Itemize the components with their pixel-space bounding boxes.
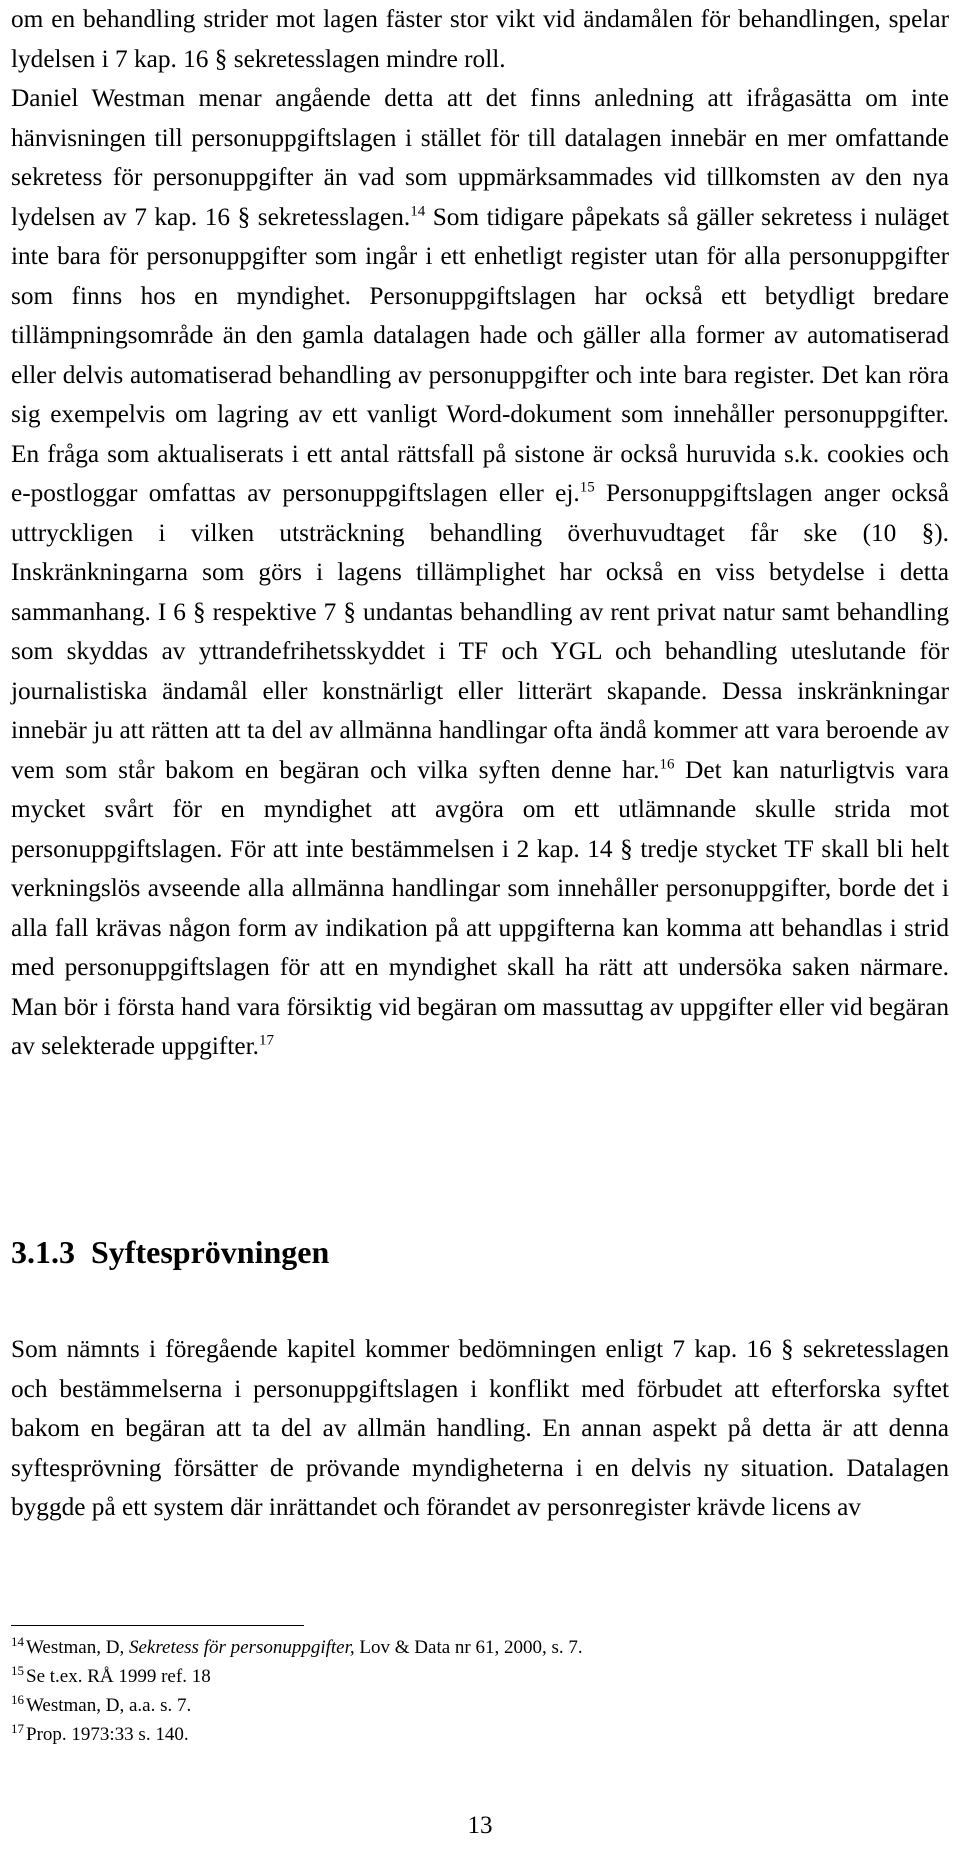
paragraph-text: Det kan naturligtvis vara mycket svårt för en myndighet att avgöra om ett utlämnande skulle strida mot personuppgiftslagen. För att inte bestämmelsen i 2 kap. 14 § tredje stycket TF skall bli helt verkningslös avseende alla allmänna handlingar som innehåller personuppgifter, borde det i alla fall krävas någon form av indikation på att uppgifterna kan komma att behandlas i strid med personuppgiftslagen för att en myndighet skall ha rätt att undersöka saken närmare. Man bör i första hand vara försiktig vid begäran om massuttag av uppgifter eller vid begäran av selekterade uppgifter. [11,755,950,1060]
paragraph-text: om en behandling strider mot lagen fäster stor vikt vid ändamålen för behandlingen, spelar lydelsen i 7 kap. 16 § sekretesslagen mindre roll. [11,5,949,73]
paragraph-text: Som tidigare påpekats så gäller sekretess i nuläget inte bara för personuppgifter som ingår i ett enhetligt register utan för alla personuppgifter som finns hos en myndighet. Personuppgiftslagen har också ett betydligt bredare tillämpningsområde än den gamla datalagen hade och gäller alla former av automatiserad eller delvis automatiserad behandling av personuppgifter och inte bara register. Det kan röra sig exempelvis om lagring av ett vanligt Word-dokument som innehåller personuppgifter. En fråga som aktualiserats i ett antal rättsfall på sistone är också huruvida s.k. cookies och e-postloggar omfattas av personuppgiftslagen eller ej. [11,202,949,507]
footnote-divider [11,1625,304,1626]
footnote-text: Prop. 1973:33 s. 140. [26,1724,189,1745]
footnote-number: 17 [11,1720,24,1736]
paragraph-westman [11,79,949,1067]
footnote-number: 15 [11,1662,24,1678]
paragraph-text: Personuppgiftslagen anger också uttryckligen i vilken utsträckning behandling överhuvudtaget får ske (10 §). Inskränkningarna som görs i lagens tillämplighet har också en viss betydelse i detta sammanhang. I 6 § respektive 7 § undantas behandling av rent privat natur samt behandling som skyddas av yttrandefrihetsskyddet i TF och YGL och behandling uteslutande för journalistiska ändamål eller konstnärligt eller litterärt skapande. Dessa inskränkningar innebär ju att rätten att ta del av allmänna handlingar ofta ändå kommer att vara beroende av vem som står bakom en begäran och vilka syften denne har. [11,479,950,784]
paragraph-text: Daniel Westman menar angående detta att det finns anledning att ifrågasätta om inte hänvisningen till personuppgiftslagen i stället för till datalagen innebär en mer omfattande sekretess för personuppgifter än vad som uppmärksammades vid tillkomsten av den nya lydelsen av 7 kap. 16 § sekretesslagen. [11,84,949,231]
footnote-item [11,1662,911,1691]
section-heading [11,1232,329,1272]
footnote-ref[interactable]: 15 [579,479,595,496]
paragraph-continuation [11,0,949,79]
footnotes [11,1633,911,1749]
footnote-item [11,1691,911,1720]
footnote-number: 14 [11,1633,24,1649]
footnote-item [11,1720,911,1749]
footnote-title: Sekretess för personuppgifter, [128,1637,355,1658]
footnote-text: Lov & Data nr 61, 2000, s. 7. [354,1637,583,1658]
footnote-number: 16 [11,1691,24,1707]
footnote-ref[interactable]: 17 [258,1032,274,1049]
paragraph-syftesprovning [11,1330,949,1528]
footnote-ref[interactable]: 14 [410,203,426,220]
page-number: 13 [467,1812,493,1839]
footnote-text: Se t.ex. RÅ 1999 ref. 18 [26,1666,211,1687]
section-number: 3.1.3 [11,1234,75,1270]
footnote-item [11,1633,911,1662]
section-title: Syftesprövningen [91,1234,330,1270]
footnote-text: Westman, D, [26,1637,129,1658]
footnote-text: Westman, D, a.a. s. 7. [26,1695,192,1716]
footnote-ref[interactable]: 16 [659,756,675,773]
paragraph-text: Som nämnts i föregående kapitel kommer bedömningen enligt 7 kap. 16 § sekretesslagen och bestämmelserna i personuppgiftslagen i konflikt med förbudet att efterforska syftet bakom en begäran att ta del av allmän handling. En annan aspekt på detta är att denna syftesprövning försätter de prövande myndigheterna i en delvis ny situation. Datalagen byggde på ett system där inrättandet och förandet av personregister krävde licens av [11,1335,949,1521]
